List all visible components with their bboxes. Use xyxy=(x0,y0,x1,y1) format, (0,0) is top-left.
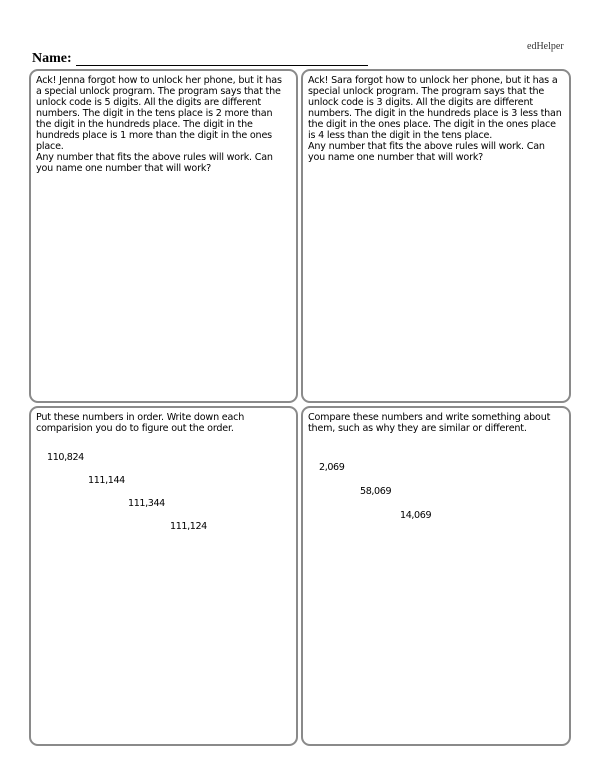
name-label: Name: xyxy=(32,51,72,66)
problem-question: Any number that fits the above rules will work. Can you name one number that will work? xyxy=(308,141,545,163)
problem-question: Any number that fits the above rules will work. Can you name one number that will work? xyxy=(36,152,273,174)
number-item: 111,344 xyxy=(128,498,165,509)
number-item: 110,824 xyxy=(47,452,84,463)
brand-label: edHelper xyxy=(527,41,564,52)
problem-statement: Compare these numbers and write something about them, such as why they are similar or different. xyxy=(308,412,551,434)
number-item: 58,069 xyxy=(360,486,392,497)
problem-statement: Ack! Sara forgot how to unlock her phone, but it has a special unlock program. The program says that the unlock code is 3 digits. All the digits are different numbers. The digit in the hundreds place is 3 less than the digit in the ones place. The digit in the ones place is 4 less than the digit in the tens place. xyxy=(308,75,562,141)
number-item: 111,144 xyxy=(88,475,125,486)
number-item: 14,069 xyxy=(400,510,432,521)
problem-box-2[interactable] xyxy=(301,69,571,403)
number-item: 111,124 xyxy=(170,521,207,532)
problem-text xyxy=(36,75,290,174)
number-item: 2,069 xyxy=(319,462,345,473)
problem-text xyxy=(308,75,563,163)
problem-statement: Ack! Jenna forgot how to unlock her phone, but it has a special unlock program. The program says that the unlock code is 5 digits. All the digits are different numbers. The digit in the tens place is 2 more than the digit in the hundreds place. The digit in the hundreds place is 1 more than the digit in the ones place. xyxy=(36,75,282,152)
problem-box-3[interactable] xyxy=(29,406,298,746)
problem-box-1[interactable] xyxy=(29,69,298,403)
problem-statement: Put these numbers in order. Write down each comparision you do to figure out the order. xyxy=(36,412,245,434)
name-input-line[interactable] xyxy=(76,65,368,66)
problem-box-4[interactable] xyxy=(301,406,571,746)
